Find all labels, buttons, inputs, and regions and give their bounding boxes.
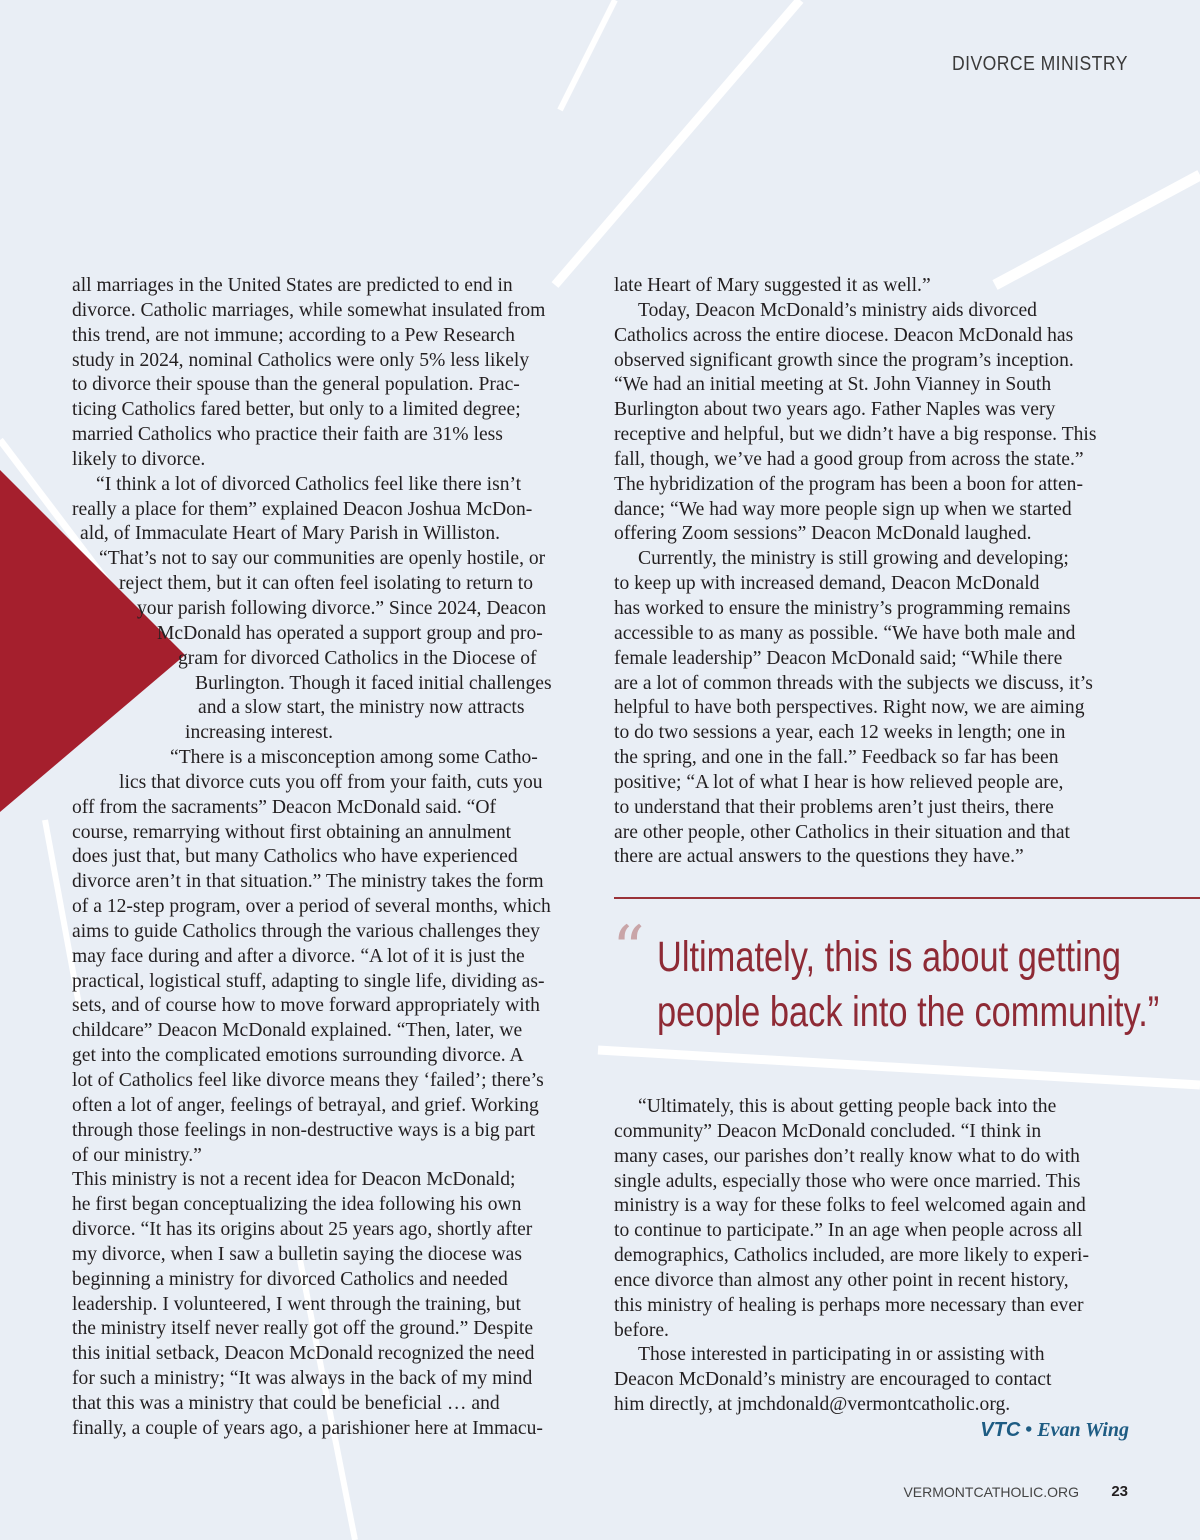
- text-line: divorce aren’t in that situation.” The ministry takes the form: [72, 871, 544, 893]
- pull-quote-line: people back into the community.”: [657, 988, 1160, 1036]
- text-line: the spring, and one in the fall.” Feedback so far has been: [614, 747, 1059, 769]
- text-line: often a lot of anger, feelings of betrayal, and grief. Working: [72, 1094, 539, 1116]
- text-line: course, remarrying without first obtaining an annulment: [72, 821, 512, 843]
- text-line: offering Zoom sessions” Deacon McDonald laughed.: [614, 523, 1032, 545]
- page-number: 23: [1111, 1483, 1128, 1500]
- text-line: Catholics across the entire diocese. Deacon McDonald has: [614, 324, 1074, 346]
- text-line: Today, Deacon McDonald’s ministry aids divorced: [638, 299, 1037, 321]
- text-line: ministry is a way for these folks to feel welcomed again and: [614, 1195, 1086, 1217]
- text-line: my divorce, when I saw a bulletin saying the diocese was: [72, 1243, 522, 1265]
- text-line: increasing interest.: [185, 722, 333, 744]
- section-label: DIVORCE MINISTRY: [952, 53, 1128, 75]
- text-line: of a 12-step program, over a period of several months, which: [72, 896, 551, 918]
- text-line: of our ministry.”: [72, 1144, 202, 1166]
- text-line: ticing Catholics fared better, but only to a limited degree;: [72, 399, 521, 421]
- text-line: Burlington about two years ago. Father Naples was very: [614, 399, 1056, 421]
- text-line: “Ultimately, this is about getting people back into the: [638, 1096, 1057, 1117]
- text-line: receptive and helpful, but we didn’t have a big response. This: [614, 424, 1097, 446]
- text-line: single adults, especially those who were once married. This: [614, 1170, 1081, 1192]
- text-line: really a place for them” explained Deacon Joshua McDon-: [72, 498, 533, 520]
- text-line: Those interested in participating in or assisting with: [638, 1344, 1045, 1366]
- text-line: leadership. I volunteered, I went through the training, but: [72, 1293, 521, 1315]
- quote-mark-icon: “: [612, 913, 645, 987]
- text-line: The hybridization of the program has been a boon for atten-: [614, 473, 1083, 495]
- text-line: off from the sacraments” Deacon McDonald said. “Of: [72, 796, 497, 818]
- text-line: dance; “We had way more people sign up when we started: [614, 498, 1072, 520]
- footer-url: VERMONTCATHOLIC.ORG: [903, 1484, 1079, 1500]
- text-line: to continue to participate.” In an age when people across all: [614, 1220, 1083, 1242]
- byline-org: VTC: [980, 1419, 1021, 1441]
- text-line: through those feelings in non-destructive ways is a big part: [72, 1119, 536, 1141]
- text-line: aims to guide Catholics through the various challenges they: [72, 920, 540, 942]
- text-line: “There is a misconception among some Catho-: [170, 747, 538, 769]
- text-line: This ministry is not a recent idea for Deacon McDonald;: [72, 1169, 516, 1191]
- text-line: many cases, our parishes don’t really know what to do with: [614, 1145, 1080, 1167]
- text-line: sets, and of course how to move forward appropriately with: [72, 995, 540, 1017]
- text-line: all marriages in the United States are predicted to end in: [72, 275, 513, 296]
- byline-author: Evan Wing: [1037, 1419, 1129, 1441]
- text-line: the ministry itself never really got off the ground.” Despite: [72, 1318, 534, 1340]
- text-line: helpful to have both perspectives. Right now, we are aiming: [614, 697, 1085, 719]
- text-line: practical, logistical stuff, adapting to single life, dividing as-: [72, 970, 545, 992]
- byline-separator: •: [1020, 1419, 1038, 1441]
- text-line: ald, of Immaculate Heart of Mary Parish in Williston.: [80, 523, 501, 545]
- text-line: “I think a lot of divorced Catholics feel like there isn’t: [96, 473, 522, 495]
- text-line: and a slow start, the ministry now attracts: [198, 697, 525, 719]
- text-line: this trend, are not immune; according to a Pew Research: [72, 324, 515, 346]
- text-line: may face during and after a divorce. “A lot of it is just the: [72, 945, 525, 967]
- text-line: demographics, Catholics included, are more likely to experi-: [614, 1245, 1089, 1267]
- text-line: he first began conceptualizing the idea following his own: [72, 1194, 522, 1216]
- text-line: late Heart of Mary suggested it as well.”: [614, 275, 931, 296]
- text-line: this initial setback, Deacon McDonald recognized the need: [72, 1343, 535, 1365]
- text-line: accessible to as many as possible. “We have both male and: [614, 622, 1076, 644]
- text-line: ence divorce than almost any other point in recent history,: [614, 1269, 1069, 1291]
- text-line: divorce. Catholic marriages, while somewhat insulated from: [72, 299, 546, 321]
- pull-quote-line: Ultimately, this is about getting: [657, 933, 1121, 981]
- text-line: McDonald has operated a support group and pro-: [157, 622, 543, 644]
- text-line: him directly, at jmchdonald@vermontcatholic.org.: [614, 1394, 1011, 1416]
- text-line: finally, a couple of years ago, a parishioner here at Immacu-: [72, 1417, 543, 1439]
- text-line: there are actual answers to the questions they have.”: [614, 846, 1024, 868]
- text-line: for such a ministry; “It was always in the back of my mind: [72, 1368, 533, 1390]
- text-line: get into the complicated emotions surrounding divorce. A: [72, 1045, 524, 1067]
- text-line: lics that divorce cuts you off from your faith, cuts you: [119, 771, 543, 793]
- text-line: beginning a ministry for divorced Catholics and needed: [72, 1268, 508, 1290]
- pull-quote: [657, 930, 1160, 1040]
- text-line: are a lot of common threads with the subjects we discuss, it’s: [614, 672, 1093, 694]
- text-line: gram for divorced Catholics in the Diocese of: [178, 647, 537, 669]
- text-line: lot of Catholics feel like divorce means they ‘failed’; there’s: [72, 1070, 544, 1091]
- byline: [980, 1419, 1129, 1442]
- text-line: positive; “A lot of what I hear is how relieved people are,: [614, 771, 1064, 793]
- text-line: “We had an initial meeting at St. John Vianney in South: [614, 374, 1052, 396]
- text-line: “That’s not to say our communities are openly hostile, or: [99, 548, 546, 570]
- text-line: observed significant growth since the program’s inception.: [614, 349, 1074, 371]
- text-line: this ministry of healing is perhaps more necessary than ever: [614, 1294, 1084, 1316]
- text-line: to keep up with increased demand, Deacon McDonald: [614, 573, 1040, 595]
- text-line: that this was a ministry that could be beneficial … and: [72, 1392, 500, 1414]
- text-line: to do two sessions a year, each 12 weeks in length; one in: [614, 722, 1066, 744]
- text-line: your parish following divorce.” Since 2024, Deacon: [137, 597, 547, 619]
- article-column-right-bottom: [614, 1095, 1134, 1418]
- text-line: does just that, but many Catholics who have experienced: [72, 846, 518, 868]
- text-line: has worked to ensure the ministry’s programming remains: [614, 597, 1071, 619]
- text-line: before.: [614, 1319, 669, 1341]
- text-line: married Catholics who practice their faith are 31% less: [72, 424, 503, 446]
- text-line: childcare” Deacon McDonald explained. “Then, later, we: [72, 1020, 523, 1042]
- text-line: to divorce their spouse than the general population. Prac-: [72, 374, 520, 396]
- text-line: study in 2024, nominal Catholics were only 5% less likely: [72, 349, 530, 371]
- text-line: fall, though, we’ve had a good group from across the state.”: [614, 448, 1084, 470]
- text-line: Deacon McDonald’s ministry are encouraged to contact: [614, 1369, 1052, 1391]
- text-line: Burlington. Though it faced initial challenges: [195, 672, 552, 694]
- pull-quote-rule: [614, 897, 1200, 899]
- text-line: reject them, but it can often feel isolating to return to: [119, 573, 534, 595]
- text-line: are other people, other Catholics in their situation and that: [614, 821, 1070, 843]
- text-line: community” Deacon McDonald concluded. “I think in: [614, 1120, 1042, 1142]
- text-line: likely to divorce.: [72, 448, 206, 470]
- article-column-right-top: [614, 274, 1134, 870]
- text-line: female leadership” Deacon McDonald said; “While there: [614, 647, 1063, 669]
- text-line: Currently, the ministry is still growing and developing;: [638, 548, 1069, 570]
- text-line: divorce. “It has its origins about 25 years ago, shortly after: [72, 1219, 533, 1241]
- article-column-left: [72, 274, 592, 1442]
- text-line: to understand that their problems aren’t just theirs, there: [614, 796, 1054, 818]
